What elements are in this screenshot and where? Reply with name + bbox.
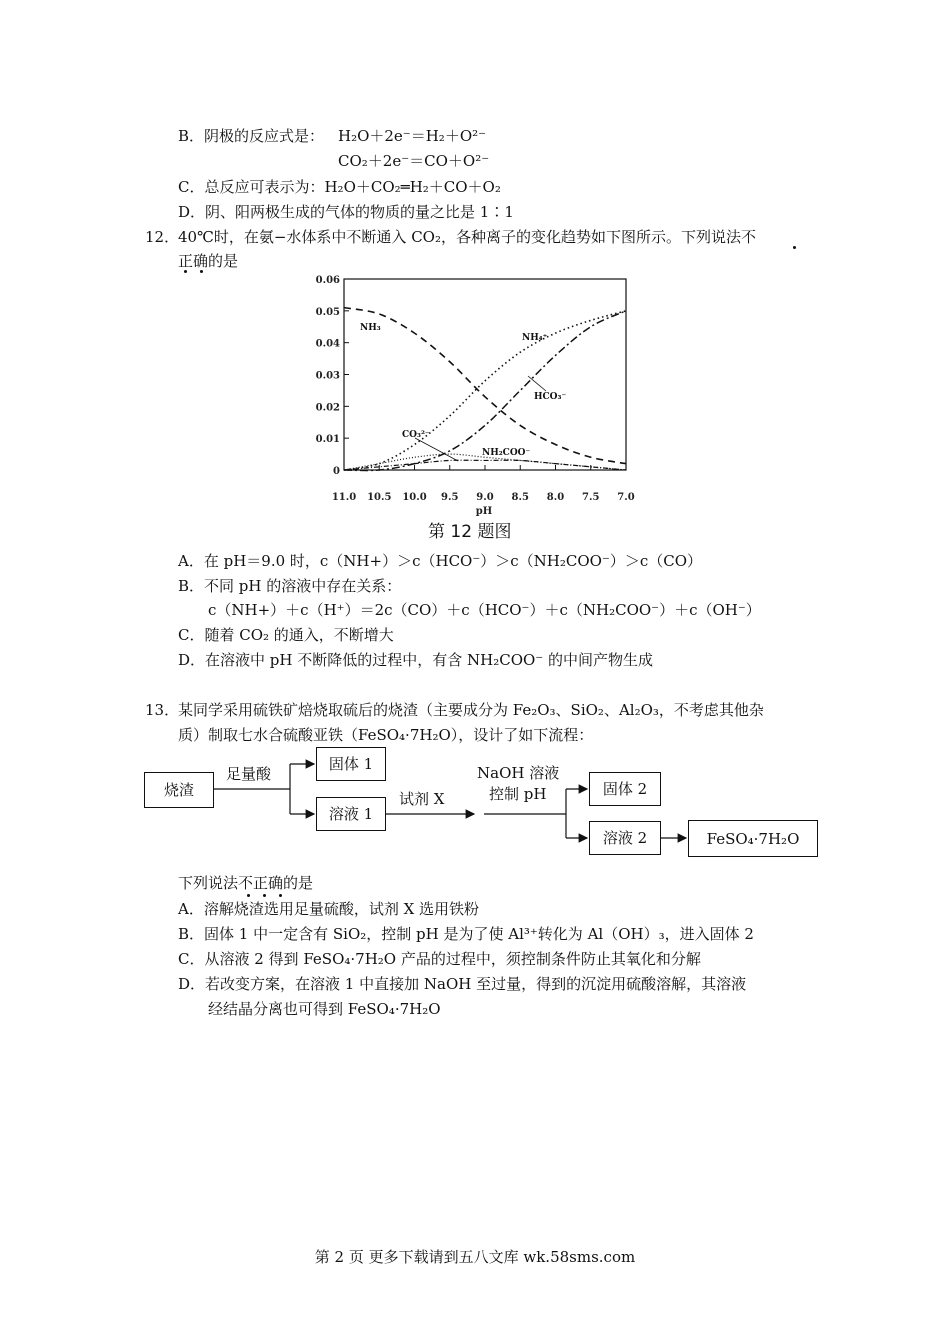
flow-node-residue (144, 772, 214, 808)
q13-option-a: A．溶解烧渣选用足量硫酸，试剂 X 选用铁粉 (178, 900, 480, 918)
y-tick-label: 0.01 (315, 434, 340, 446)
y-tick-label: 0 (333, 466, 340, 477)
emphasis-dot (263, 894, 266, 897)
flow-label-acid: 足量酸 (226, 765, 272, 783)
flow-node-product-label: FeSO₄·7H₂O (706, 830, 800, 848)
flow-node-solution2 (589, 821, 661, 855)
q12-option-c: C．随着 CO₂ 的通入，不断增大 (178, 626, 394, 644)
q12-stem-line2: 正确的是 (178, 252, 239, 270)
q11-option-b-label: B．阴极的反应式是： (178, 127, 325, 145)
emphasis-dot (247, 894, 250, 897)
q13-stem-line1: 某同学采用硫铁矿焙烧取硫后的烧渣（主要成分为 Fe₂O₃、SiO₂、Al₂O₃，不考虑其他杂 (178, 701, 764, 719)
flow-node-solid1-label: 固体 1 (328, 755, 374, 773)
q13-stem-line2: 质）制取七水合硫酸亚铁（FeSO₄·7H₂O），设计了如下流程： (178, 726, 594, 744)
flow-node-solid2 (589, 772, 661, 806)
flow-label-ph: 控制 pH (489, 785, 547, 803)
x-axis-label: pH (475, 506, 493, 517)
flow-node-residue-label: 烧渣 (163, 781, 194, 799)
q12-option-d: D．在溶液中 pH 不断降低的过程中，有含 NH₂COO⁻ 的中间产物生成 (178, 651, 653, 669)
series-label-nh4: NH₄⁺ (522, 333, 548, 343)
q12-number: 12． (145, 228, 180, 246)
x-tick-label: 11.0 (331, 492, 357, 503)
y-tick-label: 0.05 (315, 306, 340, 318)
x-tick-label: 10.0 (402, 492, 427, 503)
q11-option-b-eq1: H₂O＋2e⁻＝H₂＋O²⁻ (338, 127, 487, 145)
q13-option-d-line2: 经结晶分离也可得到 FeSO₄·7H₂O (208, 1000, 441, 1018)
series-label-nh2coo: NH₂COO⁻ (482, 448, 531, 458)
q11-option-b-eq2: CO₂＋2e⁻＝CO＋O²⁻ (338, 152, 490, 170)
series-label-co3: CO₃²⁻ (402, 430, 430, 440)
x-tick-label: 9.0 (476, 492, 494, 503)
x-tick-label: 9.5 (441, 492, 459, 503)
x-tick-label: 10.5 (367, 492, 392, 503)
emphasis-dot (279, 894, 282, 897)
q12-option-b-relation: c（NH+）＋c（H⁺）＝2c（CO）＋c（HCO⁻）＋c（NH₂COO⁻）＋c（OH⁻） (208, 601, 761, 619)
flow-label-naoh: NaOH 溶液 (477, 764, 560, 782)
q13-option-b: B．固体 1 中一定含有 SiO₂，控制 pH 是为了使 Al³⁺转化为 Al（OH）₃，进入固体 2 (178, 925, 754, 943)
x-tick-label: 8.5 (511, 492, 529, 503)
y-tick-label: 0.02 (315, 402, 340, 414)
flow-node-product (688, 820, 818, 857)
series-label-nh3: NH₃ (360, 323, 381, 333)
q12-option-a: A．在 pH＝9.0 时，c（NH+）＞c（HCO⁻）＞c（NH₂COO⁻）＞c（CO） (178, 552, 703, 570)
x-tick-label: 7.0 (617, 492, 635, 503)
flow-node-solid1 (316, 747, 386, 781)
flow-label-reagent-x: 试剂 X (399, 790, 445, 808)
q13-option-d-line1: D．若改变方案，在溶液 1 中直接加 NaOH 至过量，得到的沉淀用硫酸溶解，其溶液 (178, 975, 747, 993)
page-footer: 第 2 页 更多下载请到五八文库 wk.58sms.com (314, 1248, 636, 1266)
flow-node-solution1 (316, 797, 386, 831)
y-tick-label: 0.03 (315, 370, 340, 382)
y-tick-label: 0.06 (315, 275, 340, 286)
x-tick-label: 7.5 (582, 492, 600, 503)
q13-ask: 下列说法不正确的是 (178, 874, 314, 892)
series-label-hco3: HCO₃⁻ (534, 392, 567, 402)
q11-option-d: D．阴、阳两极生成的气体的物质的量之比是 1∶1 (178, 203, 514, 221)
x-tick-label: 8.0 (546, 492, 565, 503)
flow-node-solution1-label: 溶液 1 (328, 805, 374, 823)
q12-chart-caption: 第 12 题图 (428, 522, 512, 542)
y-tick-label: 0.04 (315, 338, 340, 350)
flow-node-solid2-label: 固体 2 (602, 780, 648, 798)
q13-number: 13． (145, 701, 180, 719)
q12-stem-line1: 40℃时，在氨−水体系中不断通入 CO₂，各种离子的变化趋势如下图所示。下列说法不 (178, 228, 756, 246)
q13-option-c: C．从溶液 2 得到 FeSO₄·7H₂O 产品的过程中，须控制条件防止其氧化和分解 (178, 950, 701, 968)
flow-node-solution2-label: 溶液 2 (602, 829, 648, 847)
q12-option-b: B．不同 pH 的溶液中存在关系： (178, 577, 402, 595)
q11-option-c: C．总反应可表示为：H₂O＋CO₂═H₂＋CO＋O₂ (178, 178, 501, 196)
